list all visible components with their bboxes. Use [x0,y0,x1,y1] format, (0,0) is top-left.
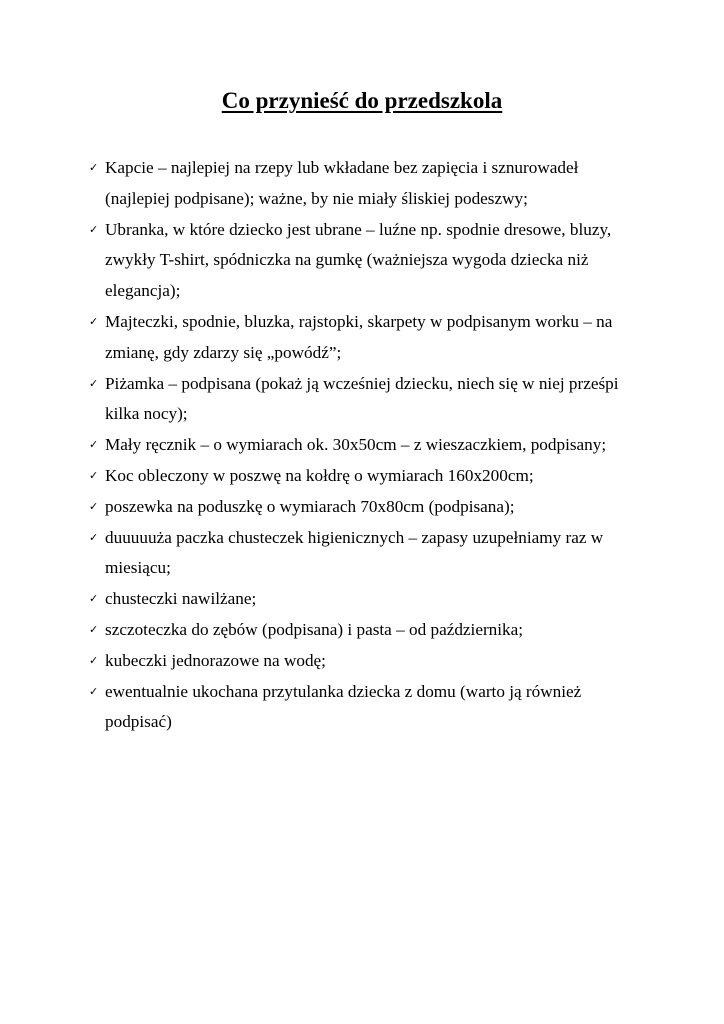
list-item [89,153,629,215]
list-item-text: Majteczki, spodnie, bluzka, rajstopki, skarpety w podpisanym worku – na zmianę, gdy zdarzy się „powódź”; [105,311,613,362]
list-item-text: kubeczki jednorazowe na wodę; [105,650,326,670]
checkmark-icon: ✓ [89,654,99,667]
list-item [89,615,629,646]
checkmark-icon: ✓ [89,223,99,236]
list-item [89,492,629,523]
checklist [89,153,629,738]
checkmark-icon: ✓ [89,377,99,390]
list-item [89,369,629,431]
list-item [89,523,629,585]
list-item [89,584,629,615]
list-item-text: Koc obleczony w poszwę na kołdrę o wymiarach 160x200cm; [105,465,534,485]
list-item [89,430,629,461]
checkmark-icon: ✓ [89,685,99,698]
list-item-text: duuuuuża paczka chusteczek higienicznych – zapasy uzupełniamy raz w miesiącu; [105,527,604,578]
list-item-text: Kapcie – najlepiej na rzepy lub wkładane bez zapięcia i sznurowadeł (najlepiej podpisane); ważne, by nie miały śliskiej podeszwy; [105,158,579,208]
list-item-text: Piżamka – podpisana (pokaż ją wcześniej dziecku, niech się w niej prześpi kilka nocy); [105,373,619,424]
list-item [89,215,629,307]
list-item-text: szczoteczka do zębów (podpisana) i pasta – od października; [105,619,524,639]
list-item [89,461,629,492]
checkmark-icon: ✓ [89,531,99,544]
checkmark-icon: ✓ [89,162,99,174]
checkmark-icon: ✓ [89,439,99,452]
list-item-text: chusteczki nawilżane; [105,589,257,609]
list-item [89,677,629,739]
page-title: Co przynieść do przedszkola [221,88,503,113]
checkmark-icon: ✓ [89,469,99,482]
checkmark-icon: ✓ [89,315,99,328]
checkmark-icon: ✓ [89,500,99,513]
checkmark-icon: ✓ [89,593,99,606]
list-item-text: ewentualnie ukochana przytulanka dziecka z domu (warto ją również podpisać) [105,681,582,732]
checkmark-icon: ✓ [89,623,99,636]
list-item-text: Mały ręcznik – o wymiarach ok. 30x50cm – z wieszaczkiem, podpisany; [105,435,607,455]
list-item [89,646,629,677]
list-item-text: Ubranka, w które dziecko jest ubrane – luźne np. spodnie dresowe, bluzy, zwykły T-shirt, spódniczka na gumkę (ważniejsza wygoda dziecka niż elegancja); [105,219,612,301]
list-item-text: poszewka na poduszkę o wymiarach 70x80cm (podpisana); [105,496,515,516]
list-item [89,307,629,369]
